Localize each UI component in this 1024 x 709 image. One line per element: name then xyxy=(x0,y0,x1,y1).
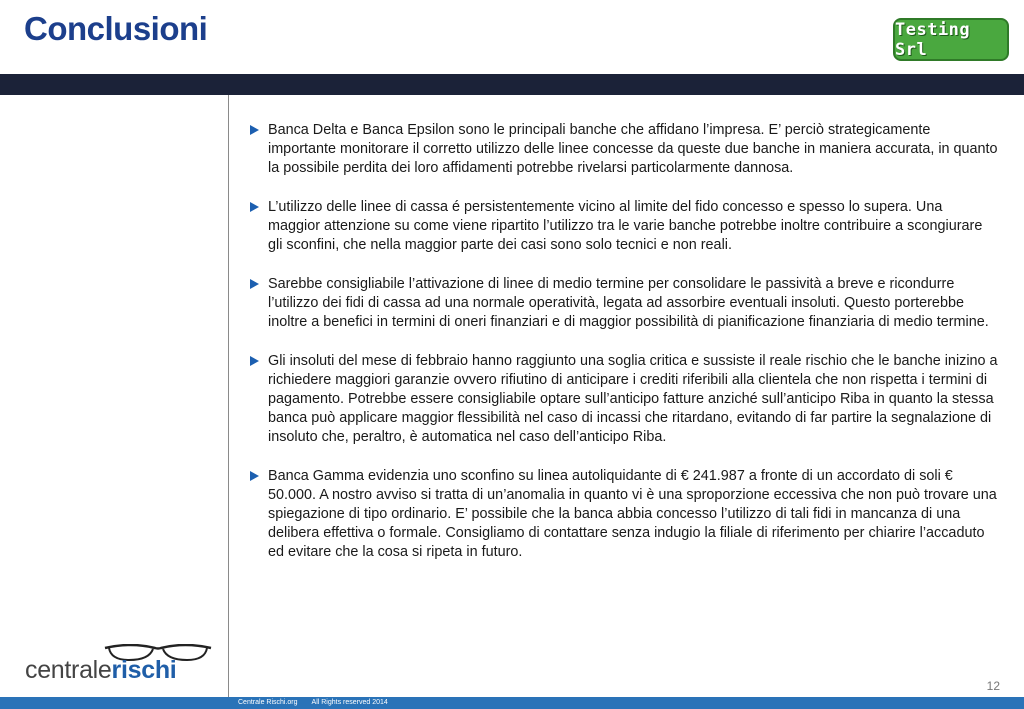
triangle-bullet-icon xyxy=(250,125,259,135)
page-title: Conclusioni xyxy=(24,10,208,47)
header-bar xyxy=(0,74,1024,95)
list-item xyxy=(250,198,998,255)
page-number: 12 xyxy=(986,679,1000,693)
footer-site: Centrale Rischi.org xyxy=(238,699,298,706)
list-item xyxy=(250,467,998,562)
centrale-rischi-logo xyxy=(25,644,205,684)
list-item-text: Banca Delta e Banca Epsilon sono le principali banche che affidano l’impresa. E’ perciò strategicamente importante monitorare il corretto utilizzo delle linee concesse da queste due banche in maniera accurata, in quanto la possibile perdita dei loro affidamenti potrebbe rivelarsi particolarmente dannosa. xyxy=(268,122,998,176)
list-item xyxy=(250,121,998,178)
list-item-text: Banca Gamma evidenzia uno sconfino su linea autoliquidante di € 241.987 a fronte di un accordato di soli € 50.000. A nostro avviso si tratta di un’anomalia in quanto vi è una sproporzione eccessiva che non può trovare una spiegazione di tipo ordinario. E’ possibile che la banca abbia concesso l’utilizzo di tali fidi in mancanza di una delibera effettiva o formale. Consigliamo di contattare senza indugio la filiale di riferimento per chiarire l’accaduto ed evitare che la cosa si ripeta in futuro. xyxy=(268,468,997,560)
footer-text xyxy=(238,699,402,706)
triangle-bullet-icon xyxy=(250,202,259,212)
footer-rights: All Rights reserved 2014 xyxy=(311,699,388,706)
testing-srl-logo xyxy=(893,18,1009,61)
triangle-bullet-icon xyxy=(250,356,259,366)
logo-text-centrale: centrale xyxy=(25,656,112,684)
conclusions-list xyxy=(250,121,998,582)
list-item xyxy=(250,352,998,447)
list-item-text: Sarebbe consigliabile l’attivazione di linee di medio termine per consolidare le passività a breve e ricondurre l’utilizzo dei fidi di cassa ad una normale operatività, legata ad assorbire eventuali insoluti. Questo porterebbe inoltre a benefici in termini di oneri finanziari e di maggior possibilità di pianificazione finanziaria di medio termine. xyxy=(268,276,989,330)
centrale-rischi-logo-text xyxy=(25,656,176,685)
testing-srl-logo-text: Testing Srl xyxy=(895,19,971,60)
triangle-bullet-icon xyxy=(250,471,259,481)
logo-text-rischi: rischi xyxy=(111,656,177,684)
list-item xyxy=(250,275,998,332)
vertical-divider xyxy=(228,95,229,697)
list-item-text: Gli insoluti del mese di febbraio hanno raggiunto una soglia critica e sussiste il reale rischio che le banche inizino a richiedere maggiori garanzie ovvero rifiutino di anticipare i crediti riferibili alla clientela che non rispetta i termini di pagamento. Potrebbe essere consigliabile optare sull’anticipo fatture anziché sull’anticipo Riba in quanto la stessa banca può applicare maggior flessibilità nel caso di incassi che ritardano, evitando di far partire la segnalazione di insoluto che, peraltro, è automatica nel caso dell’anticipo Riba. xyxy=(268,353,998,445)
triangle-bullet-icon xyxy=(250,279,259,289)
footer-bar xyxy=(0,697,1024,709)
list-item-text: L’utilizzo delle linee di cassa é persistentemente vicino al limite del fido concesso e spesso lo supera. Una maggior attenzione su come viene ripartito l’utilizzo tra le varie banche potrebbe inoltre contribuire a scongiurare gli sconfini, che nella maggior parte dei casi sono solo tecnici e non reali. xyxy=(268,199,983,253)
